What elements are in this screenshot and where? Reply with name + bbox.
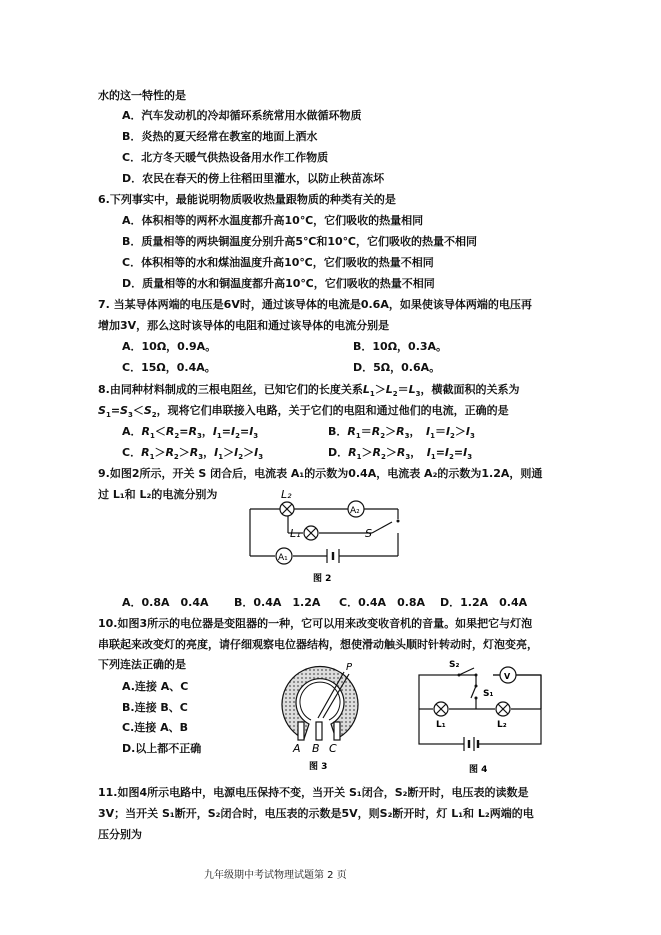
q8-option-d: D．$R_1>R_2>R_3$， $I_1=I_2=I_3$ [328, 446, 473, 462]
q5-option-d: D．农民在春天的傍上往稻田里灌水，以防止秧苗冻坏 [122, 172, 385, 185]
page-footer: 九年级期中考试物理试题第 2 页 [204, 870, 347, 881]
q8-stem-text-b: ，横截面积的关系为 [420, 383, 520, 396]
fig4-label-l2: L₂ [497, 720, 507, 730]
voltmeter-icon [493, 667, 541, 683]
q8-stem-text-c: ，现将它们串联接入电路，关于它们的电阻和通过他们的电流，正确的是 [156, 404, 509, 417]
fig2-label-a1: A₁ [278, 553, 288, 563]
lamp-l1-fig4-icon [434, 702, 448, 716]
q10-option-a: A.连接 A、C [122, 680, 189, 693]
fig4-label-v: V [504, 672, 511, 681]
switch-s2-icon [459, 668, 474, 675]
fig2-label-a2: A₂ [350, 506, 360, 516]
q6-option-c: C．体积相等的水和煤油温度升高10℃，它们吸收的热量不相同 [122, 256, 434, 269]
q9-option-d: D．1.2A 0.4A [440, 596, 528, 609]
q9-option-c: C．0.4A 0.8A [339, 596, 426, 609]
fig2-label-l1: L₁ [290, 527, 301, 540]
q6-option-d: D．质量相等的水和铜温度都升高10℃，它们吸收的热量不相同 [122, 277, 435, 290]
q9-stem-line1: 9.如图2所示，开关 S 闭合后，电流表 A₁的示数为0.4A，电流表 A₂的示数为1.2A，则通 [98, 467, 543, 480]
figure-4-caption: 图 4 [469, 765, 488, 775]
fig3-label-c: C [329, 742, 337, 755]
q7-option-c: C．15Ω，0.4A。 [122, 361, 216, 374]
q8-option-c: C．$R_1>R_2>R_3$，$I_1>I_2>I_3$ [122, 446, 264, 462]
q9-stem-line2: 过 L₁和 L₂的电流分别为 [98, 488, 218, 501]
q8-stem-line1: 8.由同种材料制成的三根电阻丝，已知它们的长度关系$L_1>L_2=L_3$，横截面积的关系为 [98, 383, 520, 399]
q5-stem: 水的这一特性的是 [98, 89, 186, 102]
q11-stem-line3: 压分别为 [98, 828, 142, 841]
q8-stem-text-a: 8.由同种材料制成的三根电阻丝，已知它们的长度关系 [98, 383, 363, 396]
fig2-label-s: S [365, 527, 372, 540]
switch-s1-icon [471, 686, 476, 698]
figure-2-caption: 图 2 [313, 574, 332, 584]
q6-option-a: A．体积相等的两杯水温度都升高10℃，它们吸收的热量相同 [122, 214, 424, 227]
q6-stem: 6.下列事实中，最能说明物质吸收热量跟物质的种类有关的是 [98, 193, 396, 206]
fig3-label-p: P [346, 662, 353, 673]
q8-stem-line2: $S_1=S_3<S_2$，现将它们串联接入电路，关于它们的电阻和通过他们的电流，正确的是 [98, 404, 509, 420]
q10-stem-line2: 串联起来改变灯的亮度，请仔细观察电位器结构，想使滑动触头顺时针转动时，灯泡变亮， [98, 638, 538, 651]
fig4-label-s1: S₁ [483, 689, 494, 699]
battery-fig4-icon [464, 737, 478, 751]
fig3-label-b: B [312, 742, 320, 755]
q11-stem-line2: 3V；当开关 S₁断开，S₂闭合时，电压表的示数是5V，则S₂断开时，灯 L₁和 L₂两端的电 [98, 807, 534, 820]
q8-option-a: A．$R_1<R_2=R_3$，$I_1=I_2=I_3$ [122, 425, 259, 441]
q7-option-d: D．5Ω，0.6A。 [353, 361, 441, 374]
figure-3-caption: 图 3 [309, 762, 328, 772]
q7-stem-line2: 增加3V，那么这时该导体的电阻和通过该导体的电流分别是 [98, 319, 390, 332]
q10-stem-line3: 下列连法正确的是 [98, 658, 186, 671]
fig2-label-l2: L₂ [281, 488, 292, 501]
q9-option-b: B．0.4A 1.2A [234, 596, 321, 609]
q7-option-a: A．10Ω，0.9A。 [122, 340, 217, 353]
q8-option-b: B．$R_1=R_2>R_3$， $I_1=I_2>I_3$ [328, 425, 475, 441]
q5-option-b: B．炎热的夏天经常在教室的地面上洒水 [122, 130, 318, 143]
q6-option-b: B．质量相等的两块铜温度分别升高5℃和10℃，它们吸收的热量不相同 [122, 235, 477, 248]
fig3-label-a: A [293, 742, 301, 755]
q11-stem-line1: 11.如图4所示电路中，电源电压保持不变，当开关 S₁闭合，S₂断开时，电压表的读数是 [98, 786, 529, 799]
q5-option-a: A．汽车发动机的冷却循环系统常用水做循环物质 [122, 109, 362, 122]
fig4-label-s2: S₂ [449, 660, 460, 670]
q10-option-c: C.连接 A、B [122, 721, 188, 734]
q10-option-d: D.以上都不正确 [122, 742, 202, 755]
q10-stem-line1: 10.如图3所示的电位器是变阻器的一种，它可以用来改变收音机的音量。如果把它与灯泡 [98, 617, 533, 630]
q5-option-c: C．北方冬天暖气供热设备用水作工作物质 [122, 151, 329, 164]
q7-stem-line1: 7. 当某导体两端的电压是6V时，通过该导体的电流是0.6A，如果使该导体两端的电压再 [98, 298, 532, 311]
fig4-label-l1: L₁ [436, 720, 446, 730]
q7-option-b: B．10Ω，0.3A。 [353, 340, 448, 353]
lamp-l2-fig4-icon [496, 702, 510, 716]
q9-option-a: A．0.8A 0.4A [122, 596, 209, 609]
q10-option-b: B.连接 B、C [122, 701, 188, 714]
